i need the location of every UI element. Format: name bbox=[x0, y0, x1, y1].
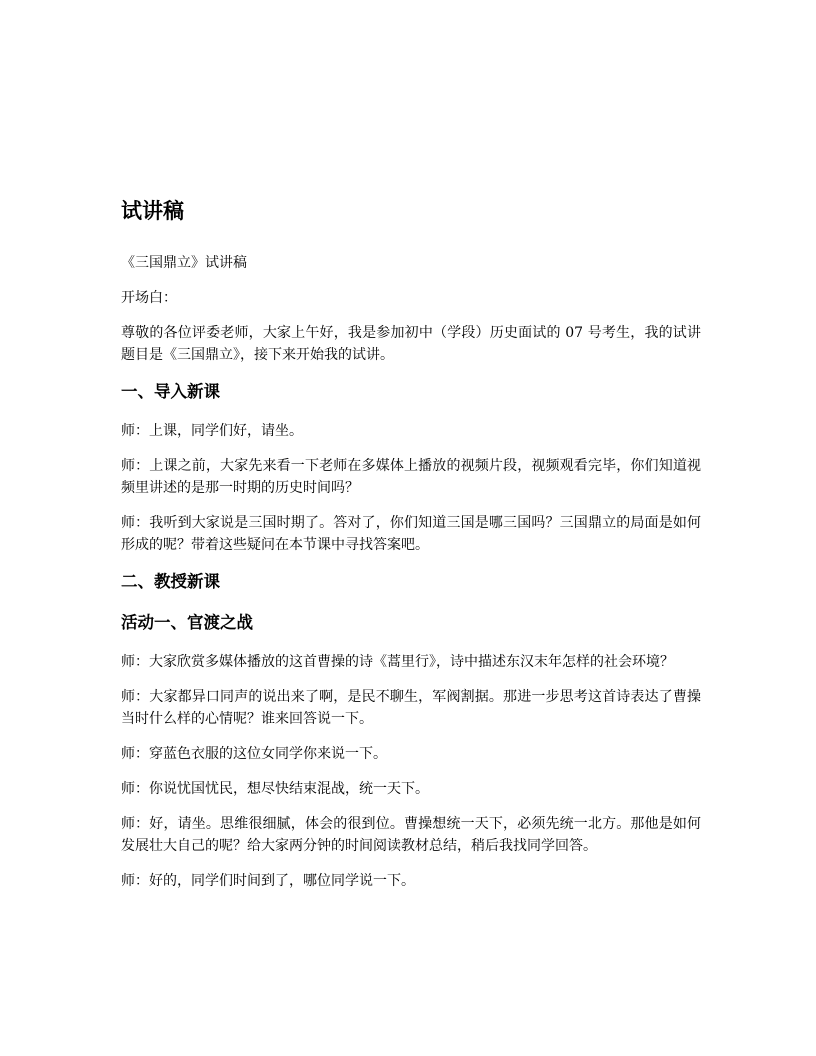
paragraph: 师：我听到大家说是三国时期了。答对了，你们知道三国是哪三国吗？三国鼎立的局面是如何形成的呢？带着这些疑问在本节课中寻找答案吧。 bbox=[121, 515, 701, 553]
opening-paragraph: 尊敬的各位评委老师，大家上午好，我是参加初中（学段）历史面试的 07 号考生，我的试讲题目是《三国鼎立》，接下来开始我的试讲。 bbox=[121, 325, 701, 363]
section-heading-teach: 二、教授新课 bbox=[121, 572, 220, 591]
paragraph: 师：你说忧国忧民，想尽快结束混战，统一天下。 bbox=[121, 781, 429, 797]
paragraph: 师：大家欣赏多媒体播放的这首曹操的诗《蒿里行》，诗中描述东汉末年怎样的社会环境？ bbox=[121, 654, 674, 670]
paragraph: 师：穿蓝色衣服的这位女同学你来说一下。 bbox=[121, 746, 387, 762]
subtitle-paragraph: 《三国鼎立》试讲稿 bbox=[121, 255, 247, 271]
paragraph: 师：上课，同学们好，请坐。 bbox=[121, 423, 303, 439]
section-heading-intro: 一、导入新课 bbox=[121, 382, 220, 401]
paragraph: 师：好的，同学们时间到了，哪位同学说一下。 bbox=[121, 873, 415, 889]
document-page bbox=[121, 196, 701, 905]
section-heading-activity-1: 活动一、官渡之战 bbox=[121, 613, 253, 632]
paragraph: 师：好，请坐。思维很细腻，体会的很到位。曹操想统一天下，必须先统一北方。那他是如何发展壮大自己的呢？给大家两分钟的时间阅读教材总结，稍后我找同学回答。 bbox=[121, 816, 701, 854]
paragraph: 师：上课之前，大家先来看一下老师在多媒体上播放的视频片段，视频观看完毕，你们知道视频里讲述的是那一时期的历史时间吗？ bbox=[121, 458, 701, 496]
document-title: 试讲稿 bbox=[121, 199, 184, 223]
opening-label: 开场白： bbox=[121, 290, 177, 306]
paragraph: 师：大家都异口同声的说出来了啊，是民不聊生，军阀割据。那进一步思考这首诗表达了曹操当时什么样的心情呢？谁来回答说一下。 bbox=[121, 689, 701, 727]
